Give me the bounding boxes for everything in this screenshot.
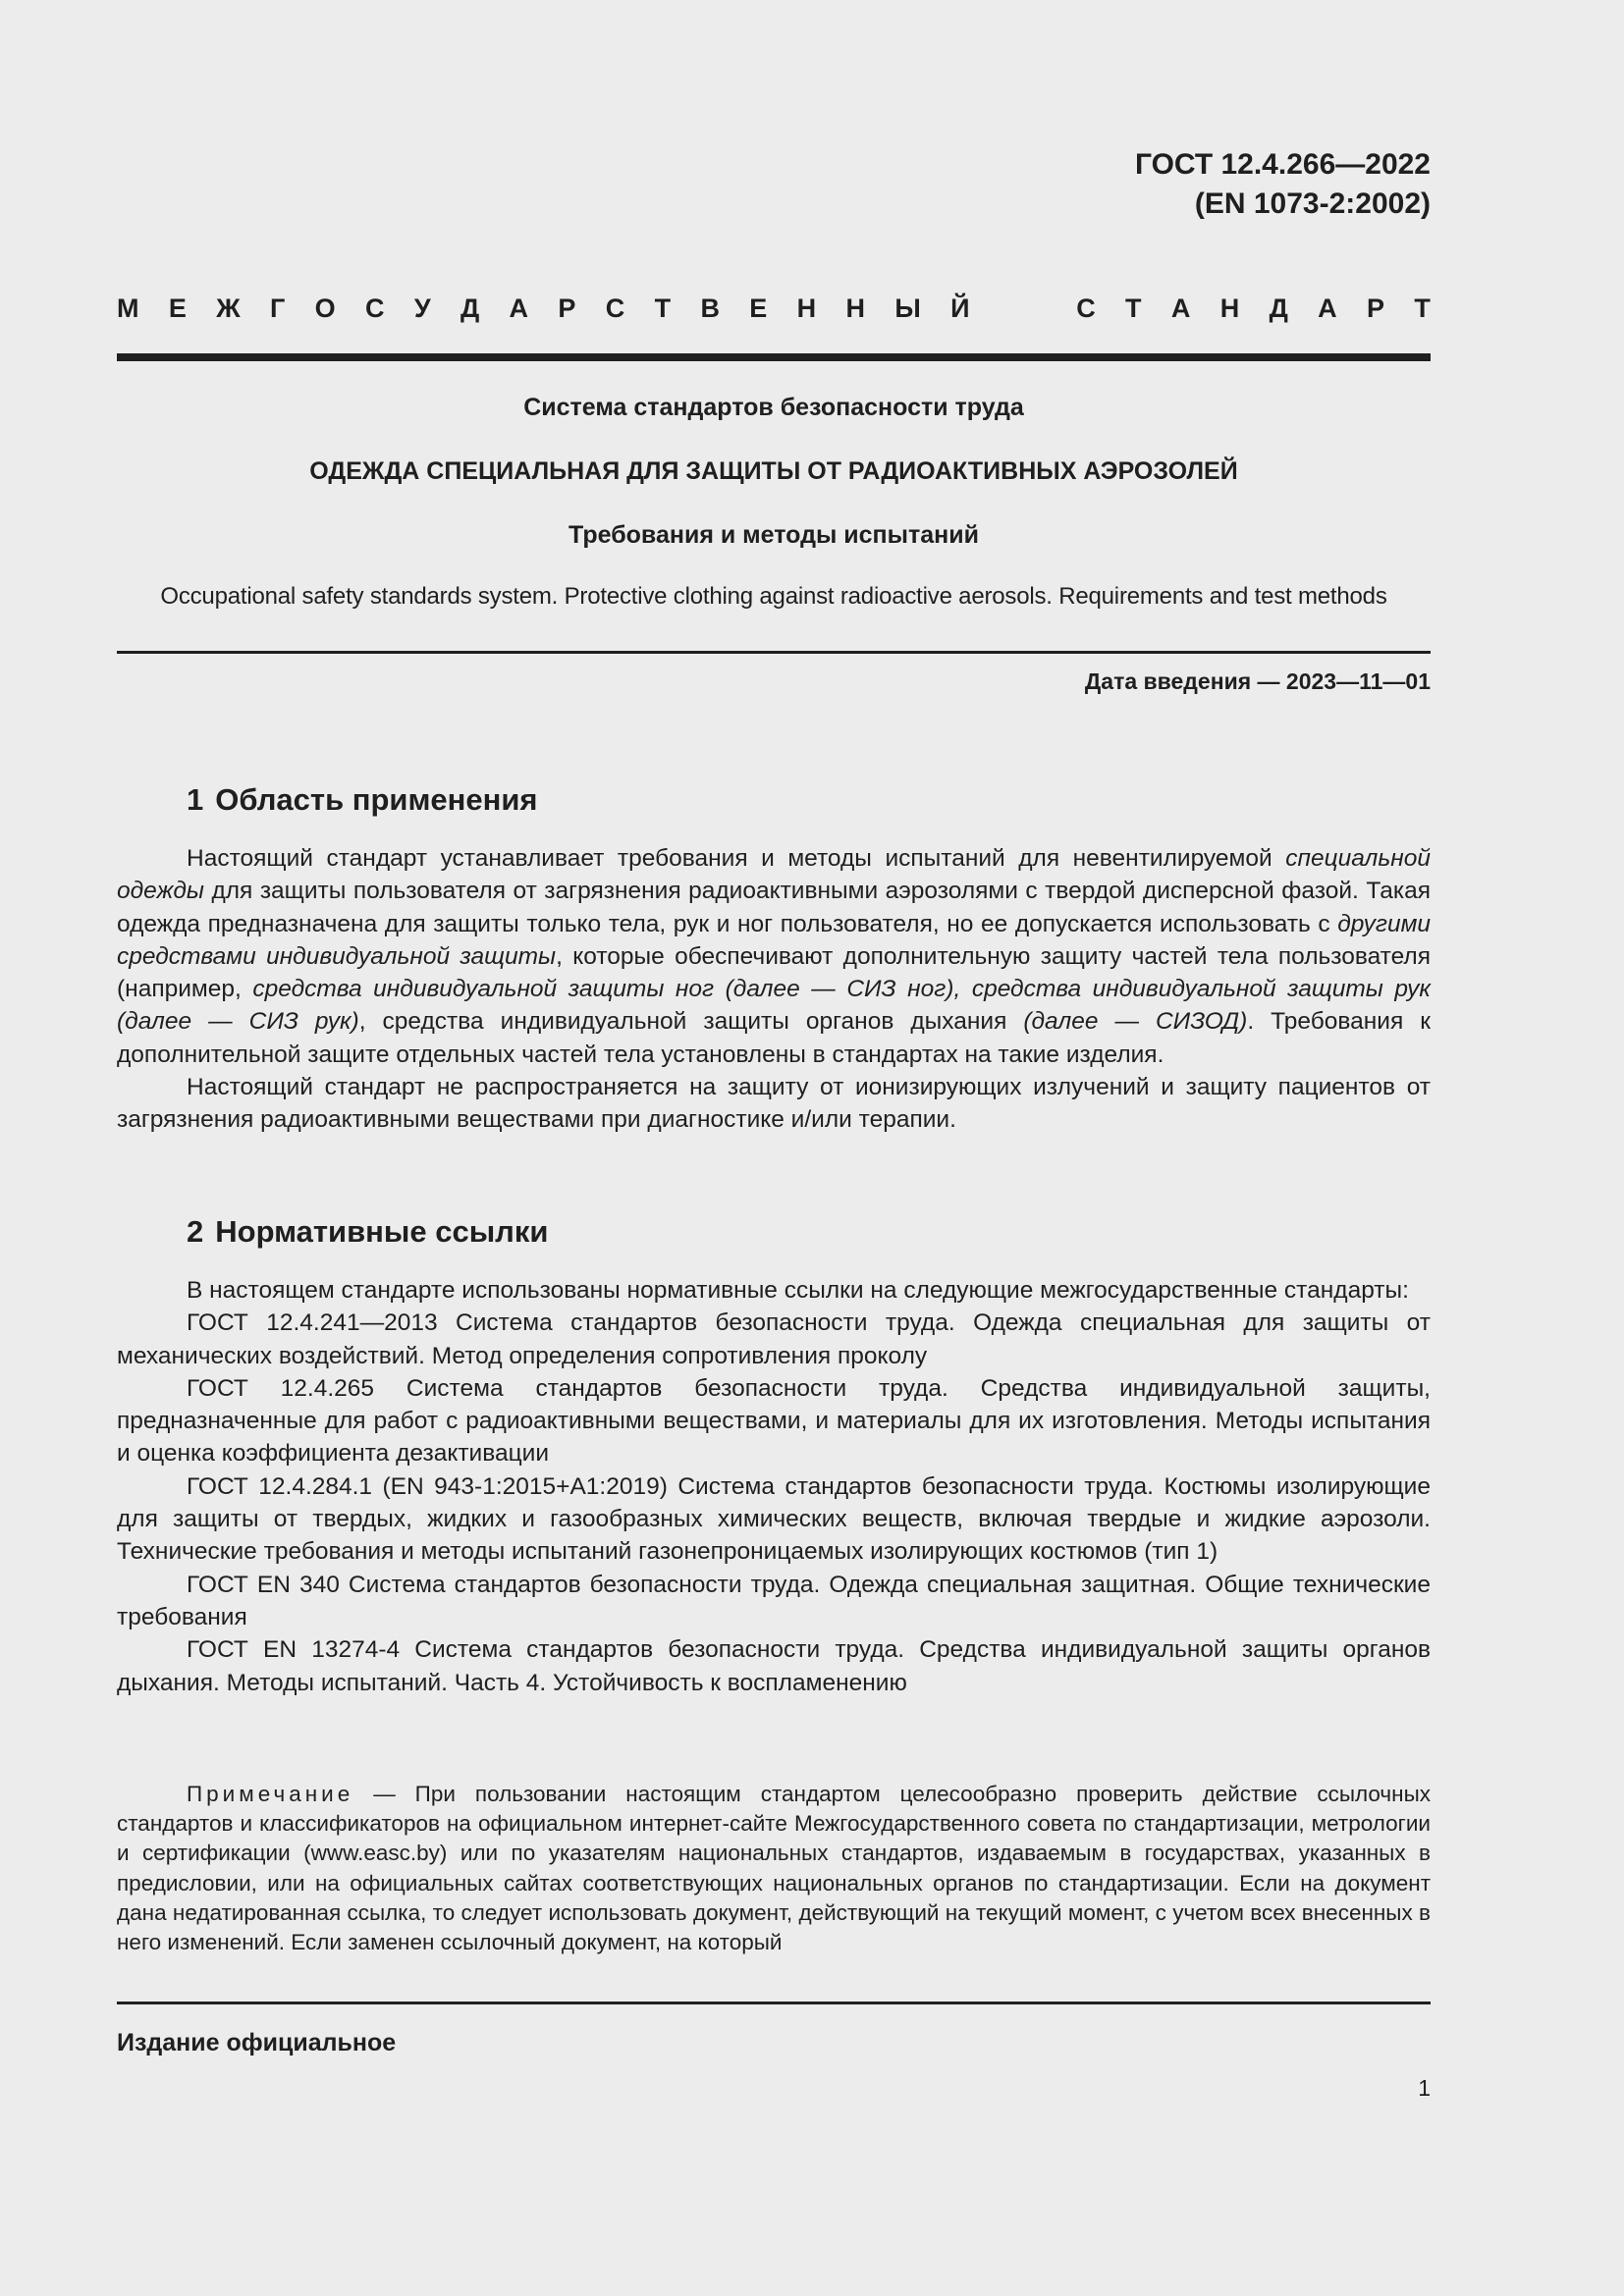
paragraph: Настоящий стандарт не распространяется на защиту от ионизирующих излучений и защиту пациентов от загрязнения радиоактивными веществами при диагностике и/или терапии. (117, 1074, 1431, 1134)
standard-letter: Т (1414, 293, 1431, 323)
interstate-letter: Ж (216, 293, 241, 323)
standard-letter: С (1076, 293, 1096, 323)
note-label: Примечание (187, 1782, 354, 1806)
interstate-letter: Н (845, 293, 865, 323)
text-run: . Требования к дополнительной защите отдельных частей тела установлены в стандартах на такие изделия. (117, 1008, 1431, 1068)
section-2-body (117, 1274, 1431, 1699)
note-block (117, 1780, 1431, 1957)
page-number: 1 (1418, 2075, 1431, 2101)
section-title: Область применения (215, 782, 538, 817)
text-run: для защиты пользователя от загрязнения радиоактивными аэрозолями с твердой дисперсной фазой. Такая одежда предназначена для защиты только тела, рук и ног пользователя, но ее допускается использовать с (117, 878, 1431, 937)
standard-letter: А (1318, 293, 1337, 323)
document-subtitle: Требования и методы испытаний (568, 521, 979, 549)
interstate-letter: Ы (894, 293, 921, 323)
interstate-letter: Н (796, 293, 817, 323)
standard-letter: Т (1125, 293, 1142, 323)
section-1-body (117, 842, 1431, 1137)
standard-letter: Д (1269, 293, 1288, 323)
interstate-letter: М (117, 293, 139, 323)
section-1-heading (187, 782, 538, 818)
interstate-letter: В (700, 293, 720, 323)
normative-reference: ГОСТ EN 13274-4 Система стандартов безопасности труда. Средства индивидуальной защиты органов дыхания. Методы испытаний. Часть 4. Устойчивость к воспламенению (117, 1636, 1431, 1696)
document-title: ОДЕЖДА СПЕЦИАЛЬНАЯ ДЛЯ ЗАЩИТЫ ОТ РАДИОАКТИВНЫХ АЭРОЗОЛЕЙ (309, 457, 1238, 485)
italic-term: другими средствами индивидуальной защиты (117, 910, 1431, 970)
italic-term: специальной одежды (117, 845, 1431, 905)
interstate-letter: Р (558, 293, 576, 323)
normative-reference: ГОСТ 12.4.265 Система стандартов безопасности труда. Средства индивидуальной защиты, предназначенные для работ с радиоактивными веществами, и материалы для их изготовления. Методы испытания и оценка коэффициента дезактивации (117, 1374, 1431, 1468)
document-number: ГОСТ 12.4.266—2022 (1134, 148, 1431, 181)
paragraph (117, 842, 1431, 1071)
interstate-letter: Й (950, 293, 970, 323)
interstate-letter: У (413, 293, 431, 323)
text-run: Настоящий стандарт устанавливает требования и методы испытаний для невентилируемой (187, 845, 1286, 872)
title-divider (117, 651, 1431, 654)
interstate-letter: Т (654, 293, 672, 323)
italic-term: средства индивидуальной защиты ног (далее — СИЗ ног), средства индивидуальной защиты рук (далее — СИЗ рук) (117, 976, 1432, 1036)
interstate-letter: С (364, 293, 385, 323)
interstate-letter: А (509, 293, 529, 323)
introduction-date: Дата введения — 2023—11—01 (1084, 668, 1431, 694)
heading-divider-thick (117, 353, 1431, 361)
interstate-letter: Д (460, 293, 480, 323)
footer-divider (117, 2002, 1431, 2004)
standard-letter: Н (1219, 293, 1240, 323)
interstate-letter: О (314, 293, 336, 323)
italic-term: (далее — СИЗОД) (1023, 1008, 1248, 1036)
normative-reference: ГОСТ 12.4.241—2013 Система стандартов безопасности труда. Одежда специальная для защиты от механических воздействий. Метод определения сопротивления проколу (117, 1309, 1431, 1369)
interstate-letter: Е (749, 293, 768, 323)
normative-reference: ГОСТ 12.4.284.1 (EN 943-1:2015+A1:2019) Система стандартов безопасности труда. Костюмы изолирующие для защиты от твердых, жидких и газообразных химических веществ, включая твердые и жидкие аэрозоли. Технические требования и методы испытаний газонепроницаемых изолирующих костюмов (тип 1) (117, 1472, 1431, 1566)
english-title: Occupational safety standards system. Protective clothing against radioactive aerosols. Requirements and test methods (160, 583, 1387, 610)
interstate-letter: Г (269, 293, 286, 323)
interstate-standard-heading (117, 292, 1431, 325)
standards-series-title: Система стандартов безопасности труда (523, 394, 1024, 421)
official-edition-label: Издание официальное (117, 2029, 397, 2056)
note (117, 1780, 1431, 1957)
document-equivalent: (EN 1073-2:2002) (1194, 187, 1431, 220)
section-number: 2 (187, 1214, 204, 1249)
document-number-block (1135, 145, 1431, 224)
note-text: — При пользовании настоящим стандартом целесообразно проверить действие ссылочных стандартов и классификаторов на официальном интернет-сайте Межгосударственного совета по стандартизации, метрологии и сертификации (www.easc.by) или по указателям национальных стандартов, издаваемым в государствах, указанных в предисловии, или на официальных сайтах соответствующих национальных органов по стандартизации. Если на документ дана недатированная ссылка, то следует использовать документ, действующий на текущий момент, с учетом всех внесенных в него изменений. Если заменен ссылочный документ, на который (117, 1782, 1431, 1955)
standard-letter: Р (1367, 293, 1385, 323)
section-title: Нормативные ссылки (215, 1214, 549, 1249)
text-run: , средства индивидуальной защиты органов дыхания (358, 1008, 1024, 1036)
standard-letter: А (1170, 293, 1191, 323)
section-number: 1 (187, 782, 204, 817)
normative-reference: ГОСТ EN 340 Система стандартов безопасности труда. Одежда специальная защитная. Общие технические требования (117, 1571, 1431, 1630)
section-2-heading (187, 1214, 548, 1250)
text-run: , которые обеспечивают дополнительную защиту частей тела пользователя (например, (117, 942, 1431, 1003)
paragraph: В настоящем стандарте использованы нормативные ссылки на следующие межгосударственные стандарты: (187, 1277, 1409, 1304)
interstate-letter: С (605, 293, 625, 323)
interstate-letter: Е (168, 293, 187, 323)
